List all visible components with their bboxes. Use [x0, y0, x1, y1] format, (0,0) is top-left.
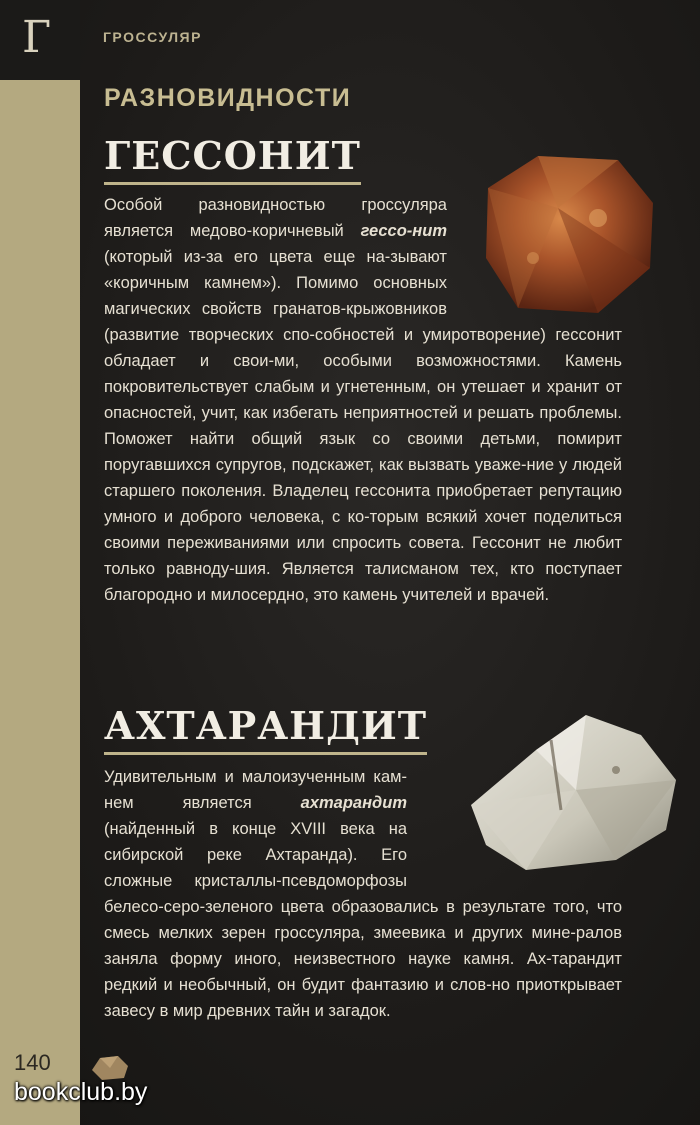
gessonite-text-start: Особой разновидностью гроссуляра является медово-коричневый: [104, 196, 447, 240]
running-head: ГРОССУЛЯР: [103, 29, 202, 45]
section-title: РАЗНОВИДНОСТИ: [104, 84, 352, 112]
left-margin-band: [0, 0, 80, 1125]
gessonite-paragraph: [104, 192, 622, 608]
image-spacer: [407, 764, 622, 894]
image-spacer: [447, 192, 622, 318]
gessonite-term: гессо-нит: [360, 222, 447, 240]
chapter-letter: Г: [22, 12, 52, 63]
akhtarandite-text-start: Удивительным и малоизученным кам-нем является: [104, 768, 407, 812]
akhtarandite-term: ахтарандит: [300, 794, 407, 812]
gessonite-text-rest: (который из-за его цвета еще на-зывают «коричным камнем»). Помимо основных магических свойств гранатов-крыжовников (развитие творческих спо-собностей и умиротворение) гессонит обладает и свои-ми, особыми возможностями. Камень покровительствует слабым и угнетенным, он утешает и хранит от опасностей, учит, как избегать неприятностей и решать проблемы. Поможет найти общий язык со своими детьми, помирит поругавшихся супругов, подскажет, как вызвать уваже-ние у людей старшего поколения. Владелец гессонита приобретает репутацию умного и доброго человека, с ко-торым всякий хочет поделиться своими переживаниями или спросить совета. Гессонит не любит только равноду-шия. Является талисманом тех, кто поступает благородно и милосердно, это камень учителей и врачей.: [104, 248, 622, 604]
gessonite-title: ГЕССОНИТ: [104, 133, 361, 185]
akhtarandite-text-rest: (найденный в конце XVIII века на сибирской реке Ахтаранда). Его сложные кристаллы-псевдоморфозы белесо-серо-зеленого цвета образовались в результате того, что смесь мелких зерен гроссуляра, змеевика и других мине-ралов заняла форму иного, неизвестного науке камня. Ах-тарандит редкий и необычный, он будит фантазию и слов-но приоткрывает завесу в мир древних тайн и загадок.: [104, 820, 622, 1020]
akhtarandite-paragraph: [104, 764, 622, 1024]
watermark: bookclub.by: [14, 1078, 148, 1106]
chapter-letter-box: [0, 0, 80, 80]
page-number: 140: [14, 1050, 51, 1075]
akhtarandite-title: АХТАРАНДИТ: [104, 703, 427, 755]
